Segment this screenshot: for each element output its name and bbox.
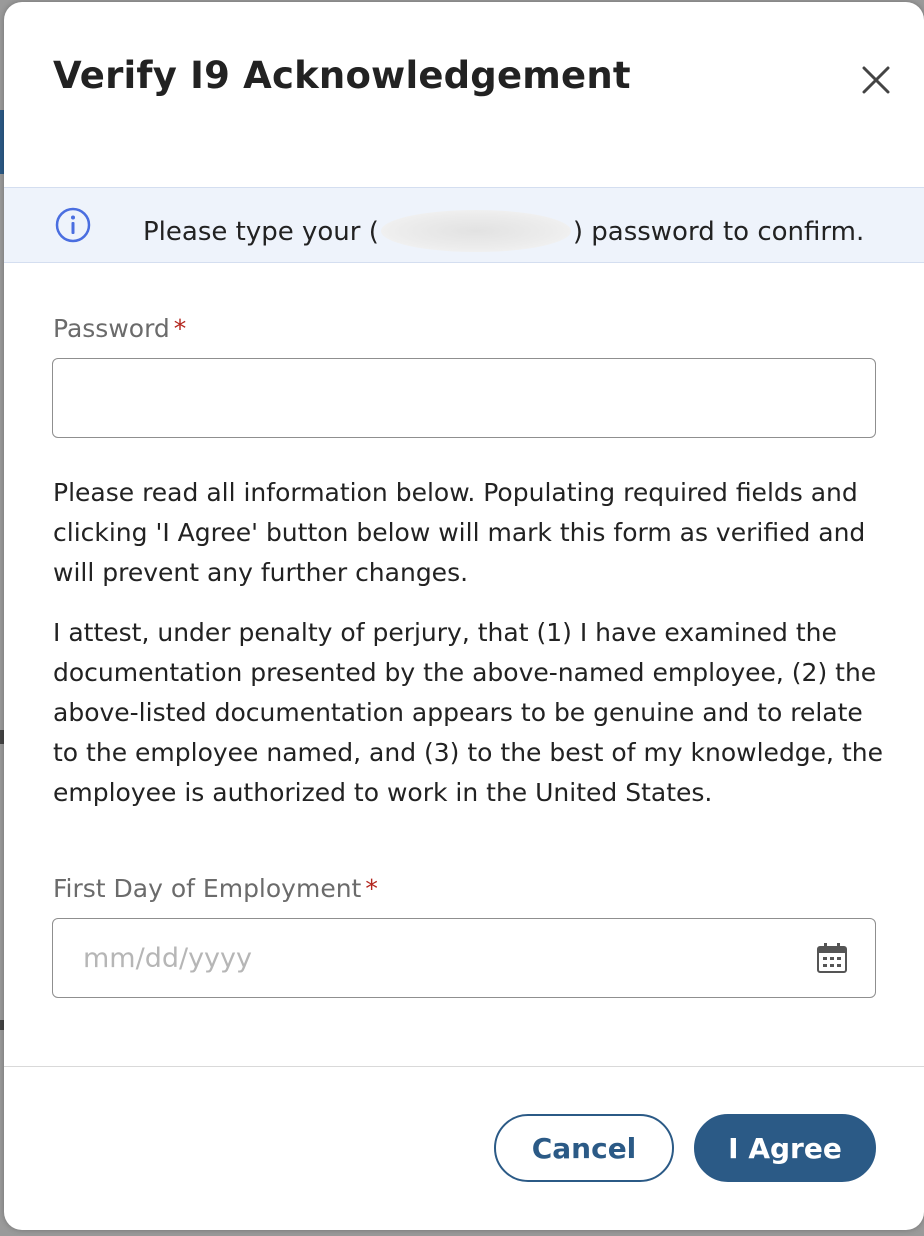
password-label-text: Password — [53, 314, 170, 343]
first-day-field-container — [52, 918, 876, 998]
close-button[interactable] — [852, 56, 900, 104]
dialog-title: Verify I9 Acknowledgement — [53, 54, 631, 97]
calendar-icon[interactable] — [815, 941, 849, 975]
info-banner — [4, 187, 924, 263]
password-label — [53, 314, 186, 343]
info-banner-text-start: Please type your ( — [143, 217, 379, 247]
i-agree-button[interactable]: I Agree — [694, 1114, 876, 1182]
info-banner-text-end: ) password to confirm. — [572, 217, 865, 247]
cancel-button[interactable]: Cancel — [494, 1114, 674, 1182]
verify-i9-dialog — [4, 2, 924, 1230]
first-day-label — [53, 874, 378, 903]
password-field-container — [52, 358, 876, 438]
footer-divider — [4, 1066, 924, 1067]
first-day-input[interactable] — [53, 919, 875, 997]
info-icon — [54, 206, 92, 244]
first-day-label-text: First Day of Employment — [53, 874, 362, 903]
required-marker: * — [365, 874, 378, 903]
instructions-paragraph: Please read all information below. Populating required fields and clicking 'I Agree' button below will mark this form as verified and will prevent any further changes. — [53, 478, 866, 587]
password-input[interactable] — [53, 359, 875, 437]
info-banner-text — [143, 210, 864, 252]
redacted-username — [381, 210, 571, 252]
required-marker: * — [173, 314, 187, 343]
attestation-paragraph: I attest, under penalty of perjury, that (1) I have examined the documentation presented by the above-named employee, (2) the above-listed documentation appears to be genuine and to relate to the employee named, and (3) to the best of my knowledge, the employee is authorized to work in the United States. — [53, 618, 883, 807]
close-icon — [852, 56, 900, 104]
